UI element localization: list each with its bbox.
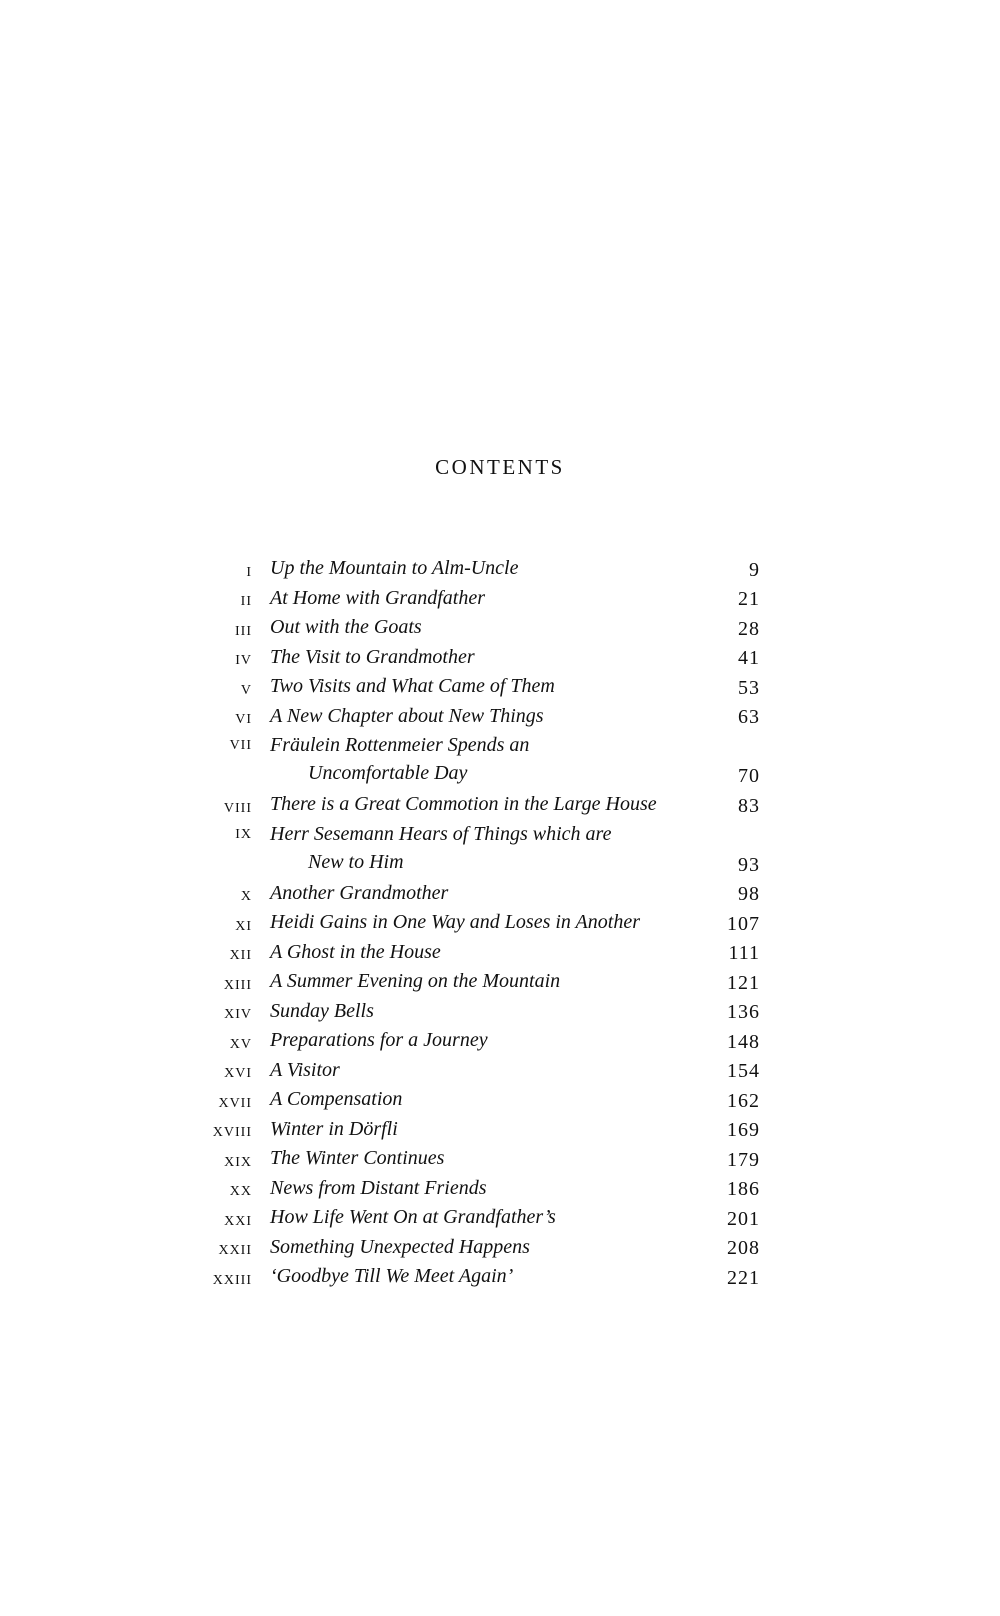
chapter-numeral: XX [229, 1184, 252, 1199]
chapter-title-line-2: Uncomfortable Day [308, 762, 468, 784]
toc-entry[interactable] [200, 613, 760, 643]
page-number: 169 [727, 1119, 760, 1141]
chapter-title: At Home with Grandfather [270, 586, 485, 609]
chapter-numeral: VII [229, 738, 252, 753]
chapter-numeral: XVIII [212, 1125, 252, 1140]
chapter-title: The Visit to Grandmother [270, 645, 475, 668]
page-number: 9 [749, 558, 760, 581]
chapter-numeral: II [240, 594, 252, 609]
page-number: 136 [727, 1001, 760, 1023]
toc-entry[interactable] [200, 1233, 760, 1263]
page-number: 186 [727, 1178, 760, 1200]
toc-entry[interactable] [200, 1174, 760, 1204]
chapter-numeral: V [240, 682, 252, 698]
chapter-title: Out with the Goats [270, 616, 422, 638]
chapter-numeral: VI [235, 712, 252, 727]
chapter-title-line-1: Fräulein Rottenmeier Spends an [270, 734, 530, 756]
page-number: 41 [738, 647, 760, 669]
toc-entry[interactable] [200, 554, 760, 584]
toc-entry[interactable] [200, 997, 760, 1027]
chapter-numeral: XIX [224, 1154, 252, 1170]
chapter-title: Another Grandmother [270, 881, 449, 904]
chapter-numeral: XVII [218, 1095, 252, 1111]
chapter-title: How Life Went On at Grandfather’s [270, 1206, 556, 1228]
chapter-title: The Winter Continues [270, 1147, 445, 1169]
chapter-numeral: XIV [224, 1007, 252, 1022]
page-number: 111 [728, 942, 760, 964]
chapter-title: Two Visits and What Came of Them [270, 675, 555, 697]
table-of-contents [200, 554, 760, 1292]
page-number: 221 [727, 1266, 760, 1289]
chapter-title: ‘Goodbye Till We Meet Again’ [270, 1265, 514, 1287]
chapter-numeral: XXI [224, 1213, 252, 1229]
toc-entry[interactable] [200, 731, 760, 790]
toc-entry[interactable] [200, 1262, 760, 1292]
toc-entry[interactable] [200, 643, 760, 673]
page-number: 63 [738, 706, 760, 728]
chapter-title: Heidi Gains in One Way and Loses in Another [270, 911, 640, 933]
chapter-title [270, 820, 690, 876]
page-number: 154 [727, 1060, 760, 1082]
page-number: 121 [727, 971, 760, 994]
toc-entry[interactable] [200, 820, 760, 879]
page-number: 28 [738, 617, 760, 640]
toc-entry[interactable] [200, 967, 760, 997]
toc-entry[interactable] [200, 1026, 760, 1056]
chapter-title: Up the Mountain to Alm-Uncle [270, 557, 519, 579]
chapter-numeral: III [235, 623, 252, 639]
page-number: 70 [738, 765, 760, 787]
toc-entry[interactable] [200, 938, 760, 968]
chapter-title: Preparations for a Journey [270, 1029, 488, 1051]
page-number: 53 [738, 676, 760, 699]
chapter-title-line-1: Herr Sesemann Hears of Things which are [270, 822, 612, 845]
chapter-title: A Visitor [270, 1058, 340, 1081]
chapter-title: Sunday Bells [270, 999, 374, 1022]
chapter-numeral: IX [235, 826, 252, 842]
toc-entry[interactable] [200, 1085, 760, 1115]
chapter-title: Winter in Dörfli [270, 1117, 398, 1140]
page-number: 148 [727, 1030, 760, 1053]
chapter-numeral: XV [229, 1036, 252, 1052]
page-number: 107 [727, 912, 760, 935]
chapter-numeral: XI [235, 918, 252, 934]
chapter-numeral: I [246, 564, 252, 580]
page-number: 179 [727, 1148, 760, 1171]
chapter-numeral: IV [235, 653, 252, 668]
chapter-numeral: XXII [218, 1243, 252, 1258]
page-number: 21 [738, 588, 760, 610]
chapter-title-line-2: New to Him [308, 850, 404, 873]
page-number: 162 [727, 1089, 760, 1112]
chapter-numeral: XVI [224, 1066, 252, 1081]
toc-entry[interactable] [200, 1144, 760, 1174]
toc-entry[interactable] [200, 908, 760, 938]
page-number: 98 [738, 883, 760, 905]
toc-entry[interactable] [200, 672, 760, 702]
toc-entry[interactable] [200, 1203, 760, 1233]
page-number: 201 [727, 1207, 760, 1230]
toc-entry[interactable] [200, 790, 760, 820]
toc-entry[interactable] [200, 584, 760, 614]
toc-entry[interactable] [200, 702, 760, 732]
chapter-title: Something Unexpected Happens [270, 1235, 530, 1258]
toc-entry[interactable] [200, 879, 760, 909]
page-number: 208 [727, 1237, 760, 1259]
toc-entry[interactable] [200, 1056, 760, 1086]
chapter-title [270, 731, 690, 787]
page-number: 93 [738, 853, 760, 876]
chapter-title: A Compensation [270, 1088, 403, 1110]
chapter-numeral: XII [229, 948, 252, 963]
chapter-numeral: XIII [223, 977, 252, 993]
chapter-numeral: X [240, 889, 252, 904]
chapter-title: A Summer Evening on the Mountain [270, 970, 561, 992]
chapter-title: There is a Great Commotion in the Large House [270, 793, 657, 815]
page-number: 83 [738, 794, 760, 817]
contents-heading: CONTENTS [435, 455, 565, 479]
chapter-numeral: XXIII [212, 1272, 252, 1288]
chapter-title: News from Distant Friends [270, 1176, 487, 1199]
chapter-numeral: VIII [223, 800, 252, 816]
chapter-title: A Ghost in the House [270, 940, 441, 963]
toc-entry[interactable] [200, 1115, 760, 1145]
chapter-title: A New Chapter about New Things [270, 704, 544, 727]
